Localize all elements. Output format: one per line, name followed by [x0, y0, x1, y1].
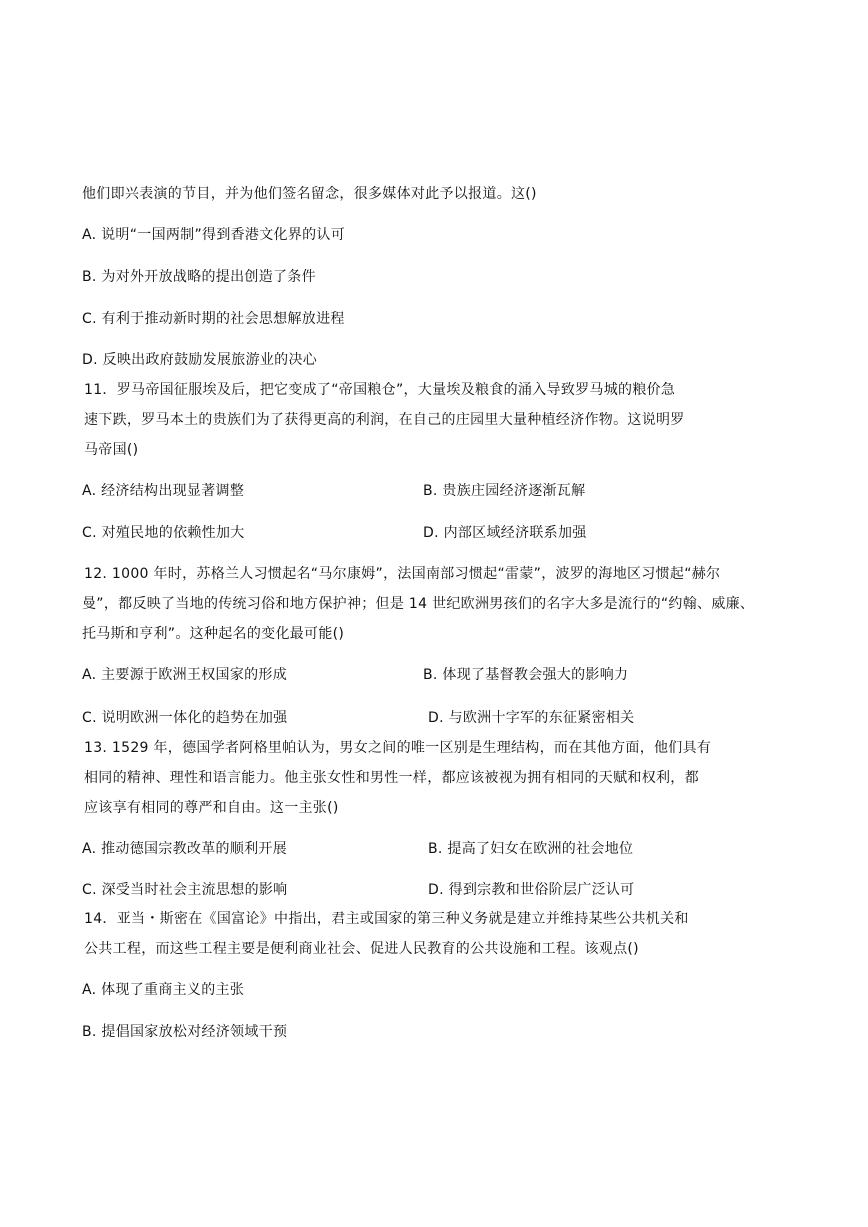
- q12-option-c: C. 说明欧洲一体化的趋势在加强: [82, 710, 288, 726]
- q10-option-c: C. 有利于推动新时期的社会思想解放进程: [82, 311, 345, 327]
- q14-option-a: A. 体现了重商主义的主张: [82, 982, 245, 998]
- q13-option-b: B. 提高了妇女在欧洲的社会地位: [428, 841, 634, 857]
- q13-stem-line1: 13. 1529 年，德国学者阿格里帕认为，男女之间的唯一区别是生理结构，而在其他方面，他们具有: [84, 740, 712, 756]
- q10-option-d: D. 反映出政府鼓励发展旅游业的决心: [82, 352, 318, 368]
- q12-option-a: A. 主要源于欧洲王权国家的形成: [82, 667, 288, 683]
- q13-option-d: D. 得到宗教和世俗阶层广泛认可: [428, 882, 635, 898]
- q11-option-d: D. 内部区域经济联系加强: [423, 525, 587, 541]
- q11-option-b: B. 贵族庄园经济逐渐瓦解: [423, 483, 586, 499]
- q12-option-d: D. 与欧洲十字军的东征紧密相关: [428, 710, 635, 726]
- q10-stem-tail: 他们即兴表演的节目，并为他们签名留念，很多媒体对此予以报道。这(): [82, 186, 537, 202]
- q10-option-a: A. 说明“一国两制”得到香港文化界的认可: [82, 227, 346, 243]
- q11-option-a: A. 经济结构出现显著调整: [82, 483, 245, 499]
- q12-stem-line1: 12. 1000 年时，苏格兰人习惯起名“马尔康姆”，法国南部习惯起“雷蒙”，波罗的海地区习惯起“赫尔: [84, 566, 721, 582]
- q10-option-b: B. 为对外开放战略的提出创造了条件: [82, 269, 316, 285]
- q14-option-b: B. 提倡国家放松对经济领域干预: [82, 1024, 288, 1040]
- q12-stem-line3: 托马斯和亨利”。这种起名的变化最可能(): [82, 626, 345, 642]
- q11-stem-line2: 速下跌，罗马本土的贵族们为了获得更高的利润，在自己的庄园里大量种植经济作物。这说明罗: [84, 412, 685, 428]
- q11-option-c: C. 对殖民地的依赖性加大: [82, 525, 245, 541]
- q11-stem-line1: 11．罗马帝国征服埃及后，把它变成了“帝国粮仓”，大量埃及粮食的涌入导致罗马城的粮价急: [84, 382, 676, 398]
- q13-option-c: C. 深受当时社会主流思想的影响: [82, 882, 288, 898]
- q12-option-b: B. 体现了基督教会强大的影响力: [423, 667, 629, 683]
- q13-option-a: A. 推动德国宗教改革的顺利开展: [82, 841, 288, 857]
- q14-stem-line2: 公共工程，而这些工程主要是便利商业社会、促进人民教育的公共设施和工程。该观点(): [84, 941, 639, 957]
- q14-stem-line1: 14．亚当・斯密在《国富论》中指出，君主或国家的第三种义务就是建立并维持某些公共机关和: [84, 911, 689, 927]
- q13-stem-line3: 应该享有相同的尊严和自由。这一主张(): [84, 800, 339, 816]
- q12-stem-line2: 曼”，都反映了当地的传统习俗和地方保护神；但是 14 世纪欧洲男孩们的名字大多是流行的“约翰、威廉、: [82, 596, 755, 612]
- q13-stem-line2: 相同的精神、理性和语言能力。他主张女性和男性一样，都应该被视为拥有相同的天赋和权利，都: [84, 770, 699, 786]
- q11-stem-line3: 马帝国(): [84, 442, 139, 458]
